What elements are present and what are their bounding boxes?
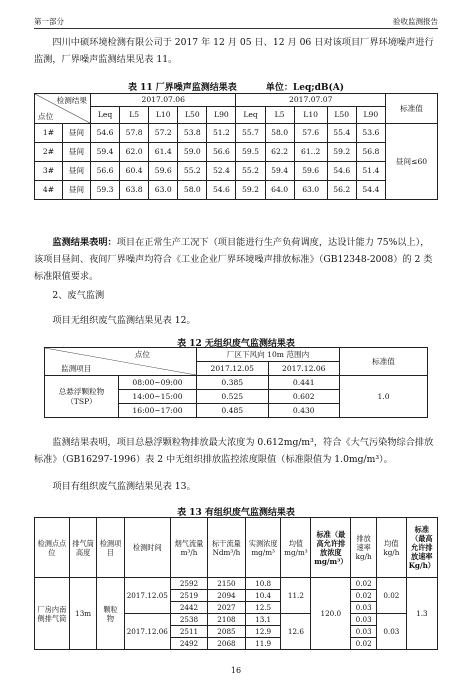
mean-cell: 11.2 — [281, 578, 311, 614]
table11-date1: 2017.07.06 — [91, 94, 236, 107]
table12-std-value: 1.0 — [340, 376, 428, 418]
time-cell: 16:00~17:00 — [119, 404, 197, 418]
value-cell: 63.8 — [120, 181, 149, 200]
value-cell: 10.4 — [245, 590, 281, 602]
period-cell: 昼间 — [63, 124, 91, 143]
value-cell: 2027 — [208, 602, 246, 614]
point-cell: 4# — [35, 181, 63, 200]
value-cell: 59.3 — [91, 181, 120, 200]
value-cell: 62.0 — [120, 143, 149, 162]
col-header: L90 — [207, 107, 236, 124]
col-header: L10 — [294, 107, 327, 124]
col-header: 排气筒高度 — [69, 518, 96, 578]
table13-intro: 项目有组织废气监测结果见表 13。 — [52, 481, 196, 492]
value-cell: 2442 — [170, 602, 207, 614]
gas-conclusion: 监测结果表明，项目总悬浮颗粒物排放最大浓度为 0.612mg/m³，符合《大气污染物综合排放标准》（GB16297-1996）表 2 中无组织排放监控浓度限值（标准限值为 1.0mg/m³）。 — [34, 437, 434, 465]
col-header: 烟气流量 m³/h — [170, 518, 207, 578]
value-cell: 0.602 — [268, 390, 340, 404]
table11-corner-top: 检测结果 — [56, 96, 87, 105]
value-cell: 57.8 — [120, 124, 149, 143]
value-cell: 56.2 — [327, 181, 356, 200]
rate-cell: 0.03 — [351, 626, 377, 638]
value-cell: 56.6 — [207, 143, 236, 162]
col-header: 检测项目 — [97, 518, 124, 578]
value-cell: 55.2 — [178, 162, 207, 181]
value-cell: 55.2 — [236, 162, 265, 181]
value-cell: 2150 — [208, 578, 246, 590]
value-cell: 57.2 — [149, 124, 178, 143]
col-header: L5 — [120, 107, 149, 124]
col-header: L50 — [327, 107, 356, 124]
header-left: 第一部分 — [34, 17, 64, 26]
table-row — [35, 181, 438, 200]
col-header: Leq — [236, 107, 265, 124]
col-header: 均值 mg/m³ — [281, 518, 311, 578]
value-cell: 13.1 — [245, 614, 281, 626]
point-cell: 1# — [35, 124, 63, 143]
table12-std-header: 标准值 — [340, 348, 428, 376]
col-header: Leq — [91, 107, 120, 124]
value-cell: 54.6 — [91, 124, 120, 143]
table12-point-header: 厂区下风向 10m 范围内 — [197, 348, 340, 362]
table13-caption: 表 13 有组织废气监测结果表 — [177, 508, 295, 518]
value-cell: 54.4 — [356, 181, 385, 200]
value-cell: 11.9 — [245, 638, 281, 650]
organized-gas-table — [34, 517, 438, 650]
value-cell: 53.8 — [178, 124, 207, 143]
point-cell: 3# — [35, 162, 63, 181]
value-cell: 59.2 — [327, 143, 356, 162]
col-header: L5 — [265, 107, 294, 124]
value-cell: 59.5 — [236, 143, 265, 162]
conclusion-text: 项目在正常生产工况下（项目能进行生产负荷调度，达设计能力 75%以上），该项目昼间、夜间厂界噪声均符合《工业企业厂界环境噪声排放标准》（GB12348-2008）的 2 类标准限值要求。 — [34, 237, 433, 282]
col-header: 标准（最高允许排放浓度mg/m³） — [311, 518, 351, 578]
table12-date1: 2017.12.05 — [197, 362, 269, 376]
value-cell: 57.6 — [294, 124, 327, 143]
col-header: L90 — [356, 107, 385, 124]
section-heading-gas: 2、废气监测 — [52, 290, 105, 301]
value-cell: 10.8 — [245, 578, 281, 590]
table-row — [35, 578, 438, 590]
value-cell: 54.6 — [207, 181, 236, 200]
value-cell: 52.4 — [207, 162, 236, 181]
table12-corner — [45, 348, 197, 376]
std-conc-cell: 120.0 — [311, 578, 351, 650]
rate-mean-cell: 0.02 — [377, 578, 407, 614]
value-cell: 12.5 — [245, 602, 281, 614]
unorganized-gas-table — [44, 347, 428, 418]
rate-cell: 0.03 — [351, 614, 377, 626]
table-row — [35, 143, 438, 162]
point-cell: 2# — [35, 143, 63, 162]
value-cell: 2094 — [208, 590, 246, 602]
date-cell: 2017.12.06 — [124, 614, 170, 650]
std-rate-cell: 1.3 — [406, 578, 437, 650]
location-cell: 厂房内南侧排气筒 — [35, 578, 70, 650]
value-cell: 0.525 — [197, 390, 269, 404]
col-header: 均值 kg/h — [377, 518, 407, 578]
value-cell: 59.0 — [178, 143, 207, 162]
value-cell: 2492 — [170, 638, 207, 650]
table12-corner-bottom: 监测项目 — [61, 363, 92, 373]
height-cell: 13m — [69, 578, 96, 650]
value-cell: 60.4 — [120, 162, 149, 181]
value-cell: 2108 — [208, 614, 246, 626]
col-header: 标准（最高允许排放速率 Kg/h） — [406, 518, 437, 578]
table11-unit: 单位：Leq;dB(A) — [265, 83, 344, 93]
rate-mean-cell: 0.03 — [377, 614, 407, 650]
col-header: 检测点点位 — [35, 518, 70, 578]
table-row — [35, 162, 438, 181]
value-cell: 2511 — [170, 626, 207, 638]
col-header: 实测浓度 mg/m³ — [245, 518, 281, 578]
rate-cell: 0.03 — [351, 602, 377, 614]
value-cell: 58.0 — [265, 124, 294, 143]
table-row — [35, 124, 438, 143]
col-header: L10 — [149, 107, 178, 124]
conclusion-label: 监测结果表明： — [52, 237, 117, 248]
value-cell: 2085 — [208, 626, 246, 638]
value-cell: 2519 — [170, 590, 207, 602]
value-cell: 59.2 — [236, 181, 265, 200]
time-cell: 14:00~15:00 — [119, 390, 197, 404]
value-cell: 51.2 — [207, 124, 236, 143]
value-cell: 59.4 — [91, 143, 120, 162]
table11-title: 表 11 厂界噪声监测结果表 — [127, 83, 237, 93]
value-cell: 64.0 — [265, 181, 294, 200]
col-header: L50 — [178, 107, 207, 124]
table12-corner-top: 点位 — [134, 350, 150, 359]
value-cell: 63.0 — [149, 181, 178, 200]
col-header: 标干流量 Ndm³/h — [208, 518, 246, 578]
table11-std-value: 昼间≤60 — [386, 124, 438, 200]
value-cell: 59.4 — [265, 162, 294, 181]
col-header: 排放速率 kg/h — [351, 518, 377, 578]
page-header — [34, 14, 438, 29]
period-cell: 昼间 — [63, 143, 91, 162]
value-cell: 62.2 — [265, 143, 294, 162]
mean-cell: 12.6 — [281, 614, 311, 650]
table11-std-header: 标准值 — [386, 94, 438, 124]
item-cell: 颗粒物 — [97, 578, 124, 650]
table12-date2: 2017.12.06 — [268, 362, 340, 376]
table12-item: 总悬浮颗粒物（TSP） — [45, 376, 119, 418]
value-cell: 2592 — [170, 578, 207, 590]
value-cell: 53.6 — [356, 124, 385, 143]
value-cell: 59.6 — [149, 162, 178, 181]
noise-table — [34, 93, 438, 200]
rate-cell: 0.02 — [351, 578, 377, 590]
table11-corner — [35, 94, 91, 124]
intro-paragraph: 四川中硕环境检测有限公司于 2017 年 12 月 05 日、12 月 06 日对该项目厂界环境噪声进行监测，厂界噪声监测结果见表 11。 — [34, 37, 434, 65]
value-cell: 63.0 — [294, 181, 327, 200]
table12-caption: 表 12 无组织废气监测结果表 — [177, 339, 295, 349]
value-cell: 2068 — [208, 638, 246, 650]
table11-corner-bottom: 点位 — [38, 111, 54, 121]
value-cell: 56.8 — [356, 143, 385, 162]
table11-date2: 2017.07.07 — [236, 94, 386, 107]
value-cell: 0.441 — [268, 376, 340, 390]
header-right: 验收监测报告 — [393, 17, 438, 26]
value-cell: 56.6 — [91, 162, 120, 181]
value-cell: 59.6 — [294, 162, 327, 181]
col-header: 检测时间 — [124, 518, 170, 578]
value-cell: 55.7 — [236, 124, 265, 143]
time-cell: 08:00~09:00 — [119, 376, 197, 390]
section-gas-text: 项目无组织废气监测结果见表 12。 — [52, 315, 196, 326]
value-cell: 0.430 — [268, 404, 340, 418]
value-cell: 0.385 — [197, 376, 269, 390]
noise-conclusion — [34, 234, 438, 285]
value-cell: 51.4 — [356, 162, 385, 181]
rate-cell: 0.02 — [351, 638, 377, 650]
value-cell: 55.4 — [327, 124, 356, 143]
value-cell: 61..2 — [294, 143, 327, 162]
page-number: 16 — [230, 666, 242, 675]
period-cell: 昼间 — [63, 162, 91, 181]
value-cell: 61.4 — [149, 143, 178, 162]
rate-cell: 0.02 — [351, 590, 377, 602]
value-cell: 54.6 — [327, 162, 356, 181]
date-cell: 2017.12.05 — [124, 578, 170, 614]
table11-caption — [34, 80, 438, 93]
period-cell: 昼间 — [63, 181, 91, 200]
value-cell: 0.485 — [197, 404, 269, 418]
table-row — [45, 376, 428, 390]
value-cell: 58.0 — [178, 181, 207, 200]
value-cell: 12.9 — [245, 626, 281, 638]
value-cell: 2538 — [170, 614, 207, 626]
